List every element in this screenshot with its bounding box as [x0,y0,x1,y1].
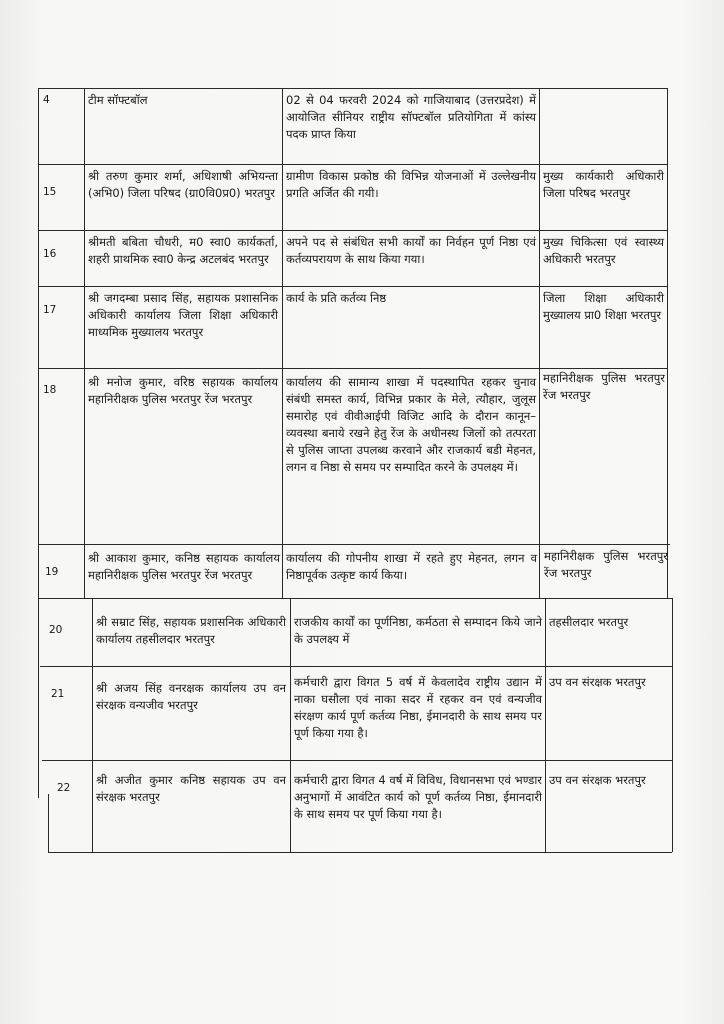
awardee-name: टीम सॉफ्टबॉल [88,93,148,107]
achievement-description: अपने पद से संबंधित सभी कार्यों का निर्वहन पूर्ण निष्ठा एवं कर्तव्यपरायण के साथ किया गया। [286,235,536,266]
recommending-authority: जिला शिक्षा अधिकारी मुख्यालय प्रा0 शिक्षा भरतपुर [543,291,664,322]
recommending-authority [540,90,667,94]
row-divider [40,666,672,667]
row-divider [38,286,668,287]
serial-number: 15 [43,186,57,198]
recommending-authority: मुख्य कार्यकारी अधिकारी जिला परिषद भरतपुर [543,169,664,200]
row-divider [38,230,668,231]
table-left-border [38,88,39,798]
table-right-border-lower [672,598,673,852]
achievement-description: कर्मचारी द्वारा विगत 5 वर्ष में केवलादेव राष्ट्रीय उद्यान में नाका घसौला एवं नाका सदर में रहकर वन एवं वन्यजीव संरक्षण कार्य पूर्ण कर्तव्य निष्ठा, ईमानदारी के साथ समय पर पूर्ण किया गया है। [294,675,542,740]
row-divider [38,164,668,165]
achievement-description: राजकीय कार्यों का पूर्णनिष्ठा, कर्मठता से सम्पादन किये जाने के उपलक्ष्य में [294,615,542,646]
recommending-authority: महानिरीक्षक पुलिस भरतपुर रेंज भरतपुर [543,371,665,402]
row-divider [48,852,672,853]
recommending-authority: मुख्य चिकित्सा एवं स्वास्थ्य अधिकारी भरतपुर [543,235,664,266]
achievement-description: कार्य के प्रति कर्तव्य निष्ठ [286,291,387,305]
achievement-description: कार्यालय की गोपनीय शाखा में रहते हुए मेहनत, लगन व निष्ठापूर्वक उत्कृष्ट कार्य किया। [286,551,537,582]
awardee-name: श्री अजय सिंह वनरक्षक कार्यालय उप वन संरक्षक वन्यजीव भरतपुर [96,681,286,712]
recommending-authority: उप वन संरक्षक भरतपुर [549,675,646,689]
achievement-description: कार्यालय की सामान्य शाखा में पदस्थापित रहकर चुनाव संबंधी समस्त कार्य, विभिन्न प्रकार के मेले, त्यौहार, जुलूस समारोह एवं वीवीआईपी विजिट आदि के दौरान कानून–व्यवस्था बनाये रखने हेतु रेंज के अधीनस्थ जिलों को तत्परता से पुलिस जाप्ता उपलब्ध करवाने और राजकार्य बडी मेहनत, लगन व निष्ठा से समय पर सम्पादित करने के उपलक्ष्य में। [286,375,536,474]
table-left-border-lower [48,794,49,852]
awardee-name: श्री मनोज कुमार, वरिष्ठ सहायक कार्यालय महानिरीक्षक पुलिस भरतपुर रेंज भरतपुर [88,375,278,406]
serial-number: 20 [49,624,63,636]
awardee-name: श्री जगदम्बा प्रसाद सिंह, सहायक प्रशासनिक अधिकारी कार्यालय जिला शिक्षा अधिकारी माध्यमिक मुख्यालय भरतपुर [88,291,278,339]
row-divider [38,88,668,89]
serial-number: 17 [43,304,57,316]
row-divider [38,544,670,545]
serial-number: 22 [57,782,71,794]
recommending-authority: उप वन संरक्षक भरतपुर [549,773,646,787]
awardee-name: श्री आकाश कुमार, कनिष्ठ सहायक कार्यालय महानिरीक्षक पुलिस भरतपुर रेंज भरतपुर [88,551,280,582]
serial-number: 19 [45,566,59,578]
achievement-description: कर्मचारी द्वारा विगत 4 वर्ष में विविध, विधानसभा एवं भण्डार अनुभागों में आवंटित कार्य को पूर्ण कर्तव्य निष्ठा, ईमानदारी के साथ समय पर पूर्ण किया गया है। [294,773,542,821]
serial-number: 4 [43,94,50,106]
row-divider [38,598,672,599]
awardee-name: श्री सम्राट सिंह, सहायक प्रशासनिक अधिकारी कार्यालय तहसीलदार भरतपुर [96,615,286,646]
awardee-name: श्रीमती बबिता चौधरी, म0 स्वा0 कार्यकर्ता, शहरी प्राथमिक स्वा0 केन्द्र अटलबंद भरतपुर [88,235,278,266]
serial-number: 16 [43,248,57,260]
recommending-authority: तहसीलदार भरतपुर [549,615,629,629]
row-divider [42,760,672,761]
awardee-name: श्री अजीत कुमार कनिष्ठ सहायक उप वन संरक्षक भरतपुर [96,773,286,804]
awardee-name: श्री तरुण कुमार शर्मा, अधिशाषी अभियन्ता (अभि0) जिला परिषद (ग्रा0वि0प्र0) भरतपुर [88,169,278,200]
serial-number: 21 [51,688,65,700]
column-divider-3b [545,598,546,852]
recommending-authority: महानिरीक्षक पुलिस भरतपुर रेंज भरतपुर [544,549,668,580]
serial-number: 18 [43,384,57,396]
achievement-description: 02 से 04 फरवरी 2024 को गाजियाबाद (उत्तरप्रदेश) में आयोजित सीनियर राष्ट्रीय सॉफ्टबॉल प्रतियोगिता में कांस्य पदक प्राप्त किया [286,93,536,141]
achievement-description: ग्रामीण विकास प्रकोष्ठ की विभिन्न योजनाओं में उल्लेखनीय प्रगति अर्जित की गयी। [286,169,536,200]
